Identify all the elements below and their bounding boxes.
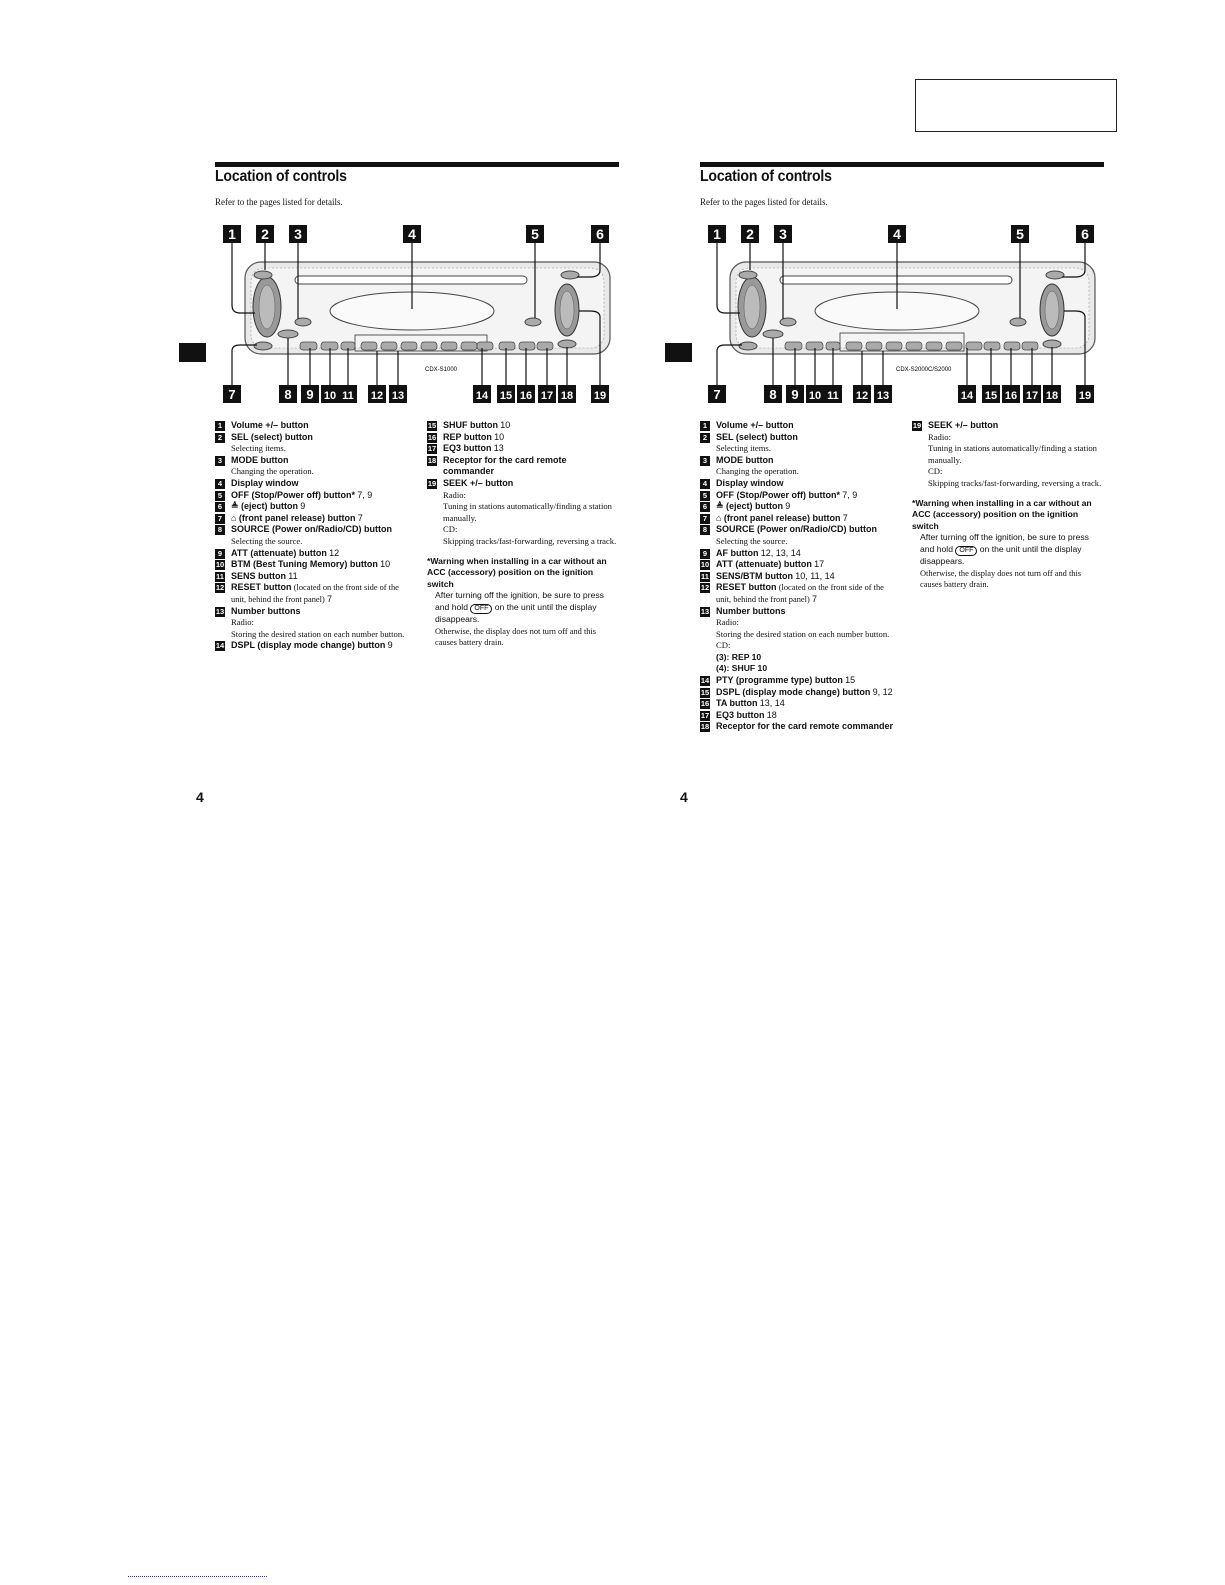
left-callout-9: 9 (306, 387, 314, 402)
list-item: 10 BTM (Best Tuning Memory) button 10 (215, 559, 391, 570)
left-callout-17: 17 (540, 390, 554, 402)
list-item: 6 ≜ (eject) button 9 (700, 501, 900, 513)
list-item: 7 ⌂ (front panel release) button 7 (700, 513, 900, 525)
list-item: 3 MODE button (215, 455, 415, 467)
right-items-col1: 1 Volume +/– button 2 SEL (select) button Selecting items. 3 MODE button Changing the operation. 4 Display window 5 OFF (Stop/Power off) button* 7, 9 6 ≜ (eject) button 9 7 ⌂ (front panel release) button 7 8 SOURCE (Power on/Radio/CD) button Selecting the source. 9 AF button 12, 13, 14 10 ATT (attenuate) button 17 11 SENS/BTM button 10, 11, 14 12 RESET button (located on the front side of the unit, behind the front panel) 7 13 Number buttons Radio: Storing the desired station on each number button. CD: (3): REP 10 (4): SHUF 10 14 PTY (programme type) button 15 15 DSPL (display mode change) button 9, 12 16 TA button 13, 14 17 EQ3 button 18 18 Receptor for the card remote commander (700, 420, 900, 733)
right-callout-16: 16 (1004, 390, 1018, 402)
list-item: 12 RESET button (located on the front side of the unit, behind the front panel) 7 (700, 582, 884, 604)
right-intro: Refer to the pages listed for details. (700, 197, 828, 207)
list-item: 10 ATT (attenuate) button 17 (700, 559, 825, 570)
list-item: 13 Number buttons (215, 605, 301, 616)
right-unit-diagram (700, 225, 1105, 405)
list-item: 16 REP button 10 (427, 431, 505, 442)
right-page-number: 4 (680, 789, 688, 805)
right-title-rule (700, 162, 1104, 167)
off-key-icon: OFF (955, 546, 977, 556)
left-callout-15: 15 (499, 390, 513, 402)
right-callout-13: 13 (876, 390, 890, 402)
left-callout-16: 16 (519, 390, 533, 402)
page-corner-box (915, 79, 1117, 132)
right-callout-17: 17 (1025, 390, 1039, 402)
left-callout-10: 10 (323, 390, 337, 402)
right-callout-18: 18 (1045, 390, 1059, 402)
left-callout-4: 4 (408, 226, 416, 242)
right-callout-14: 14 (960, 390, 974, 402)
list-item: 15 SHUF button 10 (427, 420, 511, 430)
left-callout-3: 3 (294, 226, 302, 242)
left-title-rule (215, 162, 619, 167)
right-callout-11: 11 (827, 390, 839, 402)
left-callout-5: 5 (531, 226, 539, 242)
list-item: 17 EQ3 button 18 (700, 709, 777, 720)
list-item: 8 SOURCE (Power on/Radio/CD) button (700, 524, 900, 536)
left-side-tab (179, 343, 206, 362)
right-callout-8: 8 (769, 387, 777, 402)
right-callout-6: 6 (1081, 226, 1089, 242)
left-callout-13: 13 (391, 390, 405, 402)
list-item: 14 PTY (programme type) button 15 (700, 675, 856, 686)
list-item: 7 ⌂ (front panel release) button 7 (215, 513, 415, 525)
right-callout-1: 1 (713, 226, 721, 242)
left-items-col2: 15 SHUF button 10 16 REP button 10 17 EQ3 button 13 18 Receptor for the card remote commander 19 SEEK +/– button Radio: Tuning in stations automatically/finding a station manually. CD: Skipping tracks/fast-forwarding, reversing a track. *Warning when installing in a car without an ACC (accessory) position on the ignition switch After turning off the ignition, be sure to press and hold OFF on the unit until the display disappears. Otherwise, the display does not turn off and this causes battery drain. (427, 420, 619, 649)
left-unit-diagram (215, 225, 620, 405)
list-item: 11 SENS button 11 (216, 570, 298, 581)
list-item: 14 DSPL (display mode change) button 9 (215, 640, 393, 651)
left-page-number: 4 (196, 789, 204, 805)
list-item: 4 Display window (215, 478, 415, 490)
list-item: 5 OFF (Stop/Power off) button* 7, 9 (215, 490, 415, 502)
list-item: 12 RESET button (located on the front side of the unit, behind the front panel) 7 (215, 582, 399, 604)
list-item: 8 SOURCE (Power on/Radio/CD) button (215, 524, 415, 536)
right-warning: *Warning when installing in a car without an ACC (accessory) position on the ignition switch After turning off the ignition, be sure to press and hold OFF on the unit until the display disappears. Otherwise, the display does not turn off and this causes battery drain. (912, 497, 1092, 590)
list-item: 2 SEL (select) button (215, 432, 415, 444)
list-item: 9 AF button 12, 13, 14 (700, 548, 900, 560)
off-key-icon: OFF (470, 604, 492, 614)
right-callout-7: 7 (713, 387, 721, 402)
list-item: 6 ≜ (eject) button 9 (215, 501, 415, 513)
list-item: 2 SEL (select) button (700, 432, 900, 444)
left-callout-14: 14 (475, 390, 489, 402)
right-callout-2: 2 (746, 226, 754, 242)
list-item: 19 SEEK +/– button (427, 477, 514, 488)
left-callout-6: 6 (596, 226, 604, 242)
list-item: 17 EQ3 button 13 (427, 443, 504, 454)
right-callout-4: 4 (893, 226, 901, 242)
right-callout-3: 3 (779, 226, 787, 242)
list-item: 19 SEEK +/– button (912, 420, 999, 430)
list-item: 9 ATT (attenuate) button 12 (215, 548, 415, 560)
right-model-label: CDX-S2000C/S2000 (896, 367, 952, 373)
left-intro: Refer to the pages listed for details. (215, 197, 343, 207)
right-callout-15: 15 (984, 390, 998, 402)
right-callout-12: 12 (855, 390, 869, 402)
left-model-label: CDX-S1000 (425, 367, 458, 373)
right-callout-9: 9 (791, 387, 799, 402)
left-callout-1: 1 (228, 226, 236, 242)
left-page-title: Location of controls (215, 168, 347, 185)
left-callout-12: 12 (370, 390, 384, 402)
right-callout-5: 5 (1016, 226, 1024, 242)
list-item: 11 SENS/BTM button 10, 11, 14 (701, 570, 835, 581)
left-warning: *Warning when installing in a car without an ACC (accessory) position on the ignition switch After turning off the ignition, be sure to press and hold OFF on the unit until the display disappears. Otherwise, the display does not turn off and this causes battery drain. (427, 555, 607, 648)
left-callout-19: 19 (593, 390, 607, 402)
right-callout-19: 19 (1078, 390, 1092, 402)
left-callout-11: 11 (342, 390, 354, 402)
left-items-col1: 1 Volume +/– button 2 SEL (select) button Selecting items. 3 MODE button Changing the operation. 4 Display window 5 OFF (Stop/Power off) button* 7, 9 6 ≜ (eject) button 9 7 ⌂ (front panel release) button 7 8 SOURCE (Power on/Radio/CD) button Selecting the source. 9 ATT (attenuate) button 12 10 BTM (Best Tuning Memory) button 10 11 SENS button 11 12 RESET button (located on the front side of the unit, behind the front panel) 7 13 Number buttons Radio: Storing the desired station on each number button. 14 DSPL (display mode change) button 9 (215, 420, 415, 652)
list-item: 16 TA button 13, 14 (700, 698, 785, 709)
list-item: 3 MODE button (700, 455, 900, 467)
list-item: 1 Volume +/– button (215, 420, 415, 432)
list-item: 5 OFF (Stop/Power off) button* 7, 9 (700, 490, 900, 502)
right-callout-10: 10 (808, 390, 822, 402)
left-callout-7: 7 (228, 387, 236, 402)
bottom-dotted-line (128, 1576, 267, 1577)
list-item: 4 Display window (700, 478, 900, 490)
list-item: 15 DSPL (display mode change) button 9, 12 (700, 686, 893, 697)
list-item: 13 Number buttons (700, 605, 786, 616)
list-item: 18 Receptor for the card remote commander (427, 454, 567, 477)
list-item: 1 Volume +/– button (700, 420, 900, 432)
left-callout-2: 2 (261, 226, 269, 242)
left-callout-8: 8 (284, 387, 292, 402)
right-side-tab (665, 343, 692, 362)
list-item: 18 Receptor for the card remote commander (700, 721, 894, 732)
right-page-title: Location of controls (700, 168, 832, 185)
right-items-col2: 19 SEEK +/– button Radio: Tuning in stations automatically/finding a station manually. CD: Skipping tracks/fast-forwarding, reversing a track. *Warning when installing in a car without an ACC (accessory) position on the ignition switch After turning off the ignition, be sure to press and hold OFF on the unit until the display disappears. Otherwise, the display does not turn off and this causes battery drain. (912, 420, 1104, 591)
left-callout-18: 18 (560, 390, 574, 402)
